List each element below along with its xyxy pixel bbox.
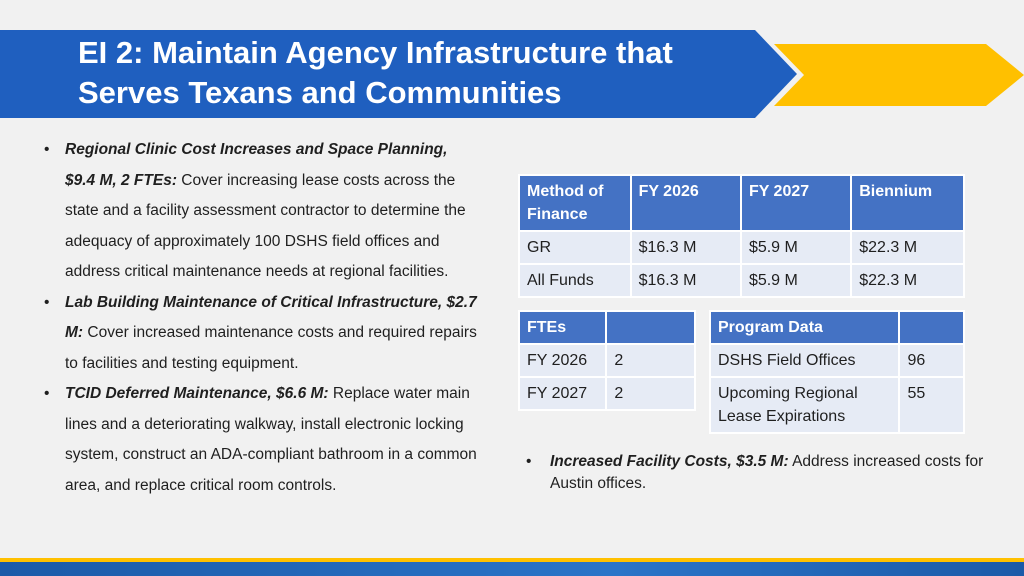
table-row — [519, 344, 695, 377]
table-cell: Upcoming Regional Lease Expirations — [710, 377, 899, 433]
fte-table — [518, 310, 696, 411]
finance-table — [518, 174, 965, 298]
page-title — [78, 33, 768, 113]
table-row — [710, 377, 964, 433]
table-cell: DSHS Field Offices — [710, 344, 899, 377]
title-line-2: Serves Texans and Communities — [78, 75, 562, 110]
bullet-facility-costs — [522, 451, 990, 495]
bullet-heading: Lab Building Maintenance of Critical Infrastructure, $2.7 M: — [65, 293, 477, 341]
table-cell: $16.3 M — [631, 231, 741, 264]
bullet-heading: TCID Deferred Maintenance, $6.6 M: — [65, 385, 329, 402]
table-cell: $22.3 M — [851, 264, 964, 297]
header-cell: FY 2026 — [631, 175, 741, 231]
bottom-blue-stripe — [0, 562, 1024, 576]
bullet-dot: • — [44, 385, 50, 402]
bullet-text: Address increased costs for Austin offices. — [550, 453, 984, 492]
header-cell: FY 2027 — [741, 175, 851, 231]
table-cell: $22.3 M — [851, 231, 964, 264]
table-cell: $5.9 M — [741, 231, 851, 264]
fte-table-header — [519, 311, 695, 344]
bullet-dot: • — [44, 141, 50, 158]
table-cell: $5.9 M — [741, 264, 851, 297]
table-row — [710, 344, 964, 377]
header-cell: FTEs — [519, 311, 606, 344]
table-cell: FY 2026 — [519, 344, 606, 377]
header-cell: Biennium — [851, 175, 964, 231]
bullet-text: Replace water main lines and a deteriorating walkway, install electronic locking system, construct an ADA-compliant bathroom in a common area, and replace critical room controls. — [65, 385, 477, 494]
bullet-tcid — [38, 379, 478, 501]
bullet-text: Cover increased maintenance costs and required repairs to facilities and testing equipment. — [65, 324, 477, 372]
bullet-heading: Regional Clinic Cost Increases and Space Planning, $9.4 M, 2 FTEs: — [65, 141, 448, 189]
bullet-dot: • — [44, 293, 50, 311]
table-cell: $16.3 M — [631, 264, 741, 297]
bullet-dot: • — [526, 453, 532, 470]
gold-arrow-shape — [774, 44, 1024, 106]
table-cell: GR — [519, 231, 631, 264]
title-line-1: EI 2: Maintain Agency Infrastructure that — [78, 35, 673, 70]
table-row — [519, 264, 964, 297]
table-cell: 2 — [606, 377, 695, 410]
table-cell: FY 2027 — [519, 377, 606, 410]
table-cell: 96 — [899, 344, 964, 377]
header-cell: Method of Finance — [519, 175, 631, 231]
table-cell: 55 — [899, 377, 964, 433]
table-row — [519, 377, 695, 410]
bullet-lab-building — [38, 288, 478, 380]
bottom-bar — [0, 558, 1024, 576]
left-bullet-list — [38, 135, 478, 501]
program-table-header — [710, 311, 964, 344]
bullet-regional-clinic — [38, 135, 478, 288]
finance-table-header — [519, 175, 964, 231]
table-cell: 2 — [606, 344, 695, 377]
program-data-table — [709, 310, 965, 434]
header-cell — [899, 311, 964, 344]
bullet-text: Cover increasing lease costs across the state and a facility assessment contractor to determine the adequacy of approximately 100 DSHS field offices and address critical maintenance needs at regional facilities. — [65, 171, 466, 280]
table-row — [519, 231, 964, 264]
header-cell — [606, 311, 695, 344]
bullet-heading: Increased Facility Costs, $3.5 M: — [550, 453, 789, 470]
table-cell: All Funds — [519, 264, 631, 297]
header-cell: Program Data — [710, 311, 899, 344]
